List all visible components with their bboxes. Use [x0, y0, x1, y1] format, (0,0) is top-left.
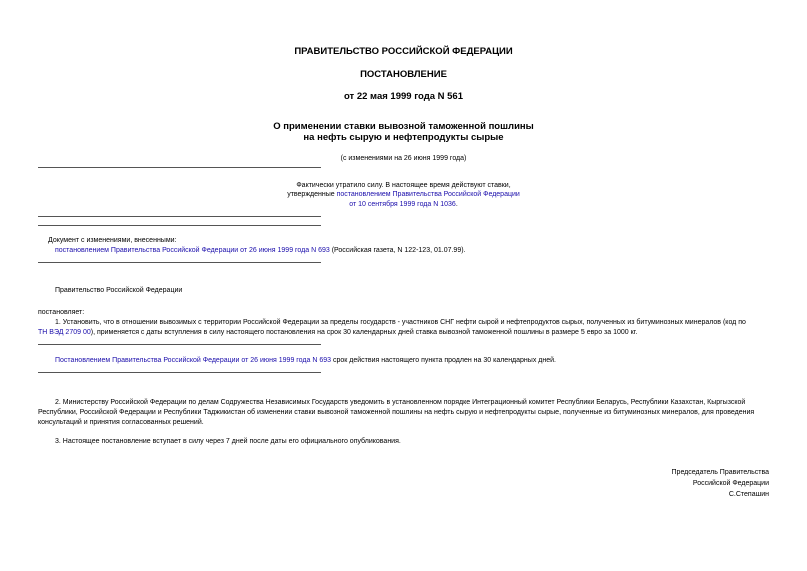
- status-note-link-1[interactable]: постановлением Правительства Российской Федерации: [336, 191, 520, 198]
- divider: [38, 216, 321, 217]
- government-reference: Правительство Российской Федерации: [55, 287, 183, 294]
- signature-title: Председатель Правительства: [671, 469, 769, 476]
- divider: [38, 225, 321, 226]
- status-note-line-3: [0, 200, 807, 209]
- status-note-line-1: Фактически утратило силу. В настоящее время действуют ставки,: [296, 182, 511, 189]
- document-title-line-2: на нефть сырую и нефтепродукты сырые: [303, 132, 504, 143]
- status-note-text: утвержденные: [287, 191, 337, 198]
- amendment-source: (Российская газета, N 122-123, 01.07.99).: [329, 247, 466, 254]
- extension-text: срок действия настоящего пункта продлен на 30 календарных дней.: [331, 357, 556, 364]
- divider: [38, 372, 321, 373]
- document-type-heading: ПОСТАНОВЛЕНИЕ: [360, 69, 447, 80]
- item-1-line-1: 1. Установить, что в отношении вывозимых с территории Российской Федерации за пределы государств - участников СНГ нефти сырой и нефтепродуктов сырых, полученных из битуминозных минералов (код по: [55, 319, 746, 326]
- date-number-heading: от 22 мая 1999 года N 561: [343, 91, 464, 102]
- item-3: 3. Настоящее постановление вступает в силу через 7 дней после даты его официального опубликования.: [55, 438, 401, 445]
- status-note-period: .: [455, 201, 458, 208]
- item-2-line-3: консультаций и принятия согласованных решений.: [38, 419, 204, 426]
- government-heading: ПРАВИТЕЛЬСТВО РОССИЙСКОЙ ФЕДЕРАЦИИ: [294, 46, 513, 57]
- signature-org: Российской Федерации: [692, 480, 769, 487]
- item-1-text: ), применяется с даты вступления в силу настоящего постановления на срок 30 календарных дней ставка вывозной таможенной пошлины в размере 5 евро за 1000 кг.: [90, 329, 638, 336]
- amendment-link[interactable]: постановлением Правительства Российской Федерации от 26 июня 1999 года N 693: [55, 247, 330, 254]
- resolves-text: постановляет:: [38, 309, 85, 316]
- extension-link[interactable]: Постановлением Правительства Российской Федерации от 26 июня 1999 года N 693: [55, 357, 332, 364]
- item-1-line-2: [38, 328, 637, 338]
- divider: [38, 262, 321, 263]
- document-title-line-1: О применении ставки вывозной таможенной пошлины: [273, 121, 534, 132]
- tn-ved-link[interactable]: ТН ВЭД 2709 00: [38, 329, 91, 336]
- changes-note: (с изменениями на 26 июня 1999 года): [340, 155, 467, 162]
- amendments-reference: [55, 246, 466, 256]
- amendments-intro: Документ с изменениями, внесенными:: [48, 237, 177, 244]
- extension-note: [55, 356, 556, 366]
- signature-name: С.Степашин: [728, 491, 769, 498]
- status-note-line-2: [0, 190, 807, 199]
- divider: [38, 344, 321, 345]
- item-2-line-2: Республики, Российской Федерации и Республики Таджикистан об изменении ставки вывозной таможенной пошлины на нефть сырую и нефтепродукты сырые, полученные из битуминозных минералов, для проведения: [38, 409, 755, 416]
- divider: [38, 167, 321, 168]
- status-note-link-2[interactable]: от 10 сентября 1999 года N 1036: [349, 201, 456, 208]
- item-2-line-1: 2. Министерству Российской Федерации по делам Содружества Независимых Государств уведомить в установленном порядке Интеграционный комитет Республики Беларусь, Республики Казахстан, Кыргызской: [55, 399, 746, 406]
